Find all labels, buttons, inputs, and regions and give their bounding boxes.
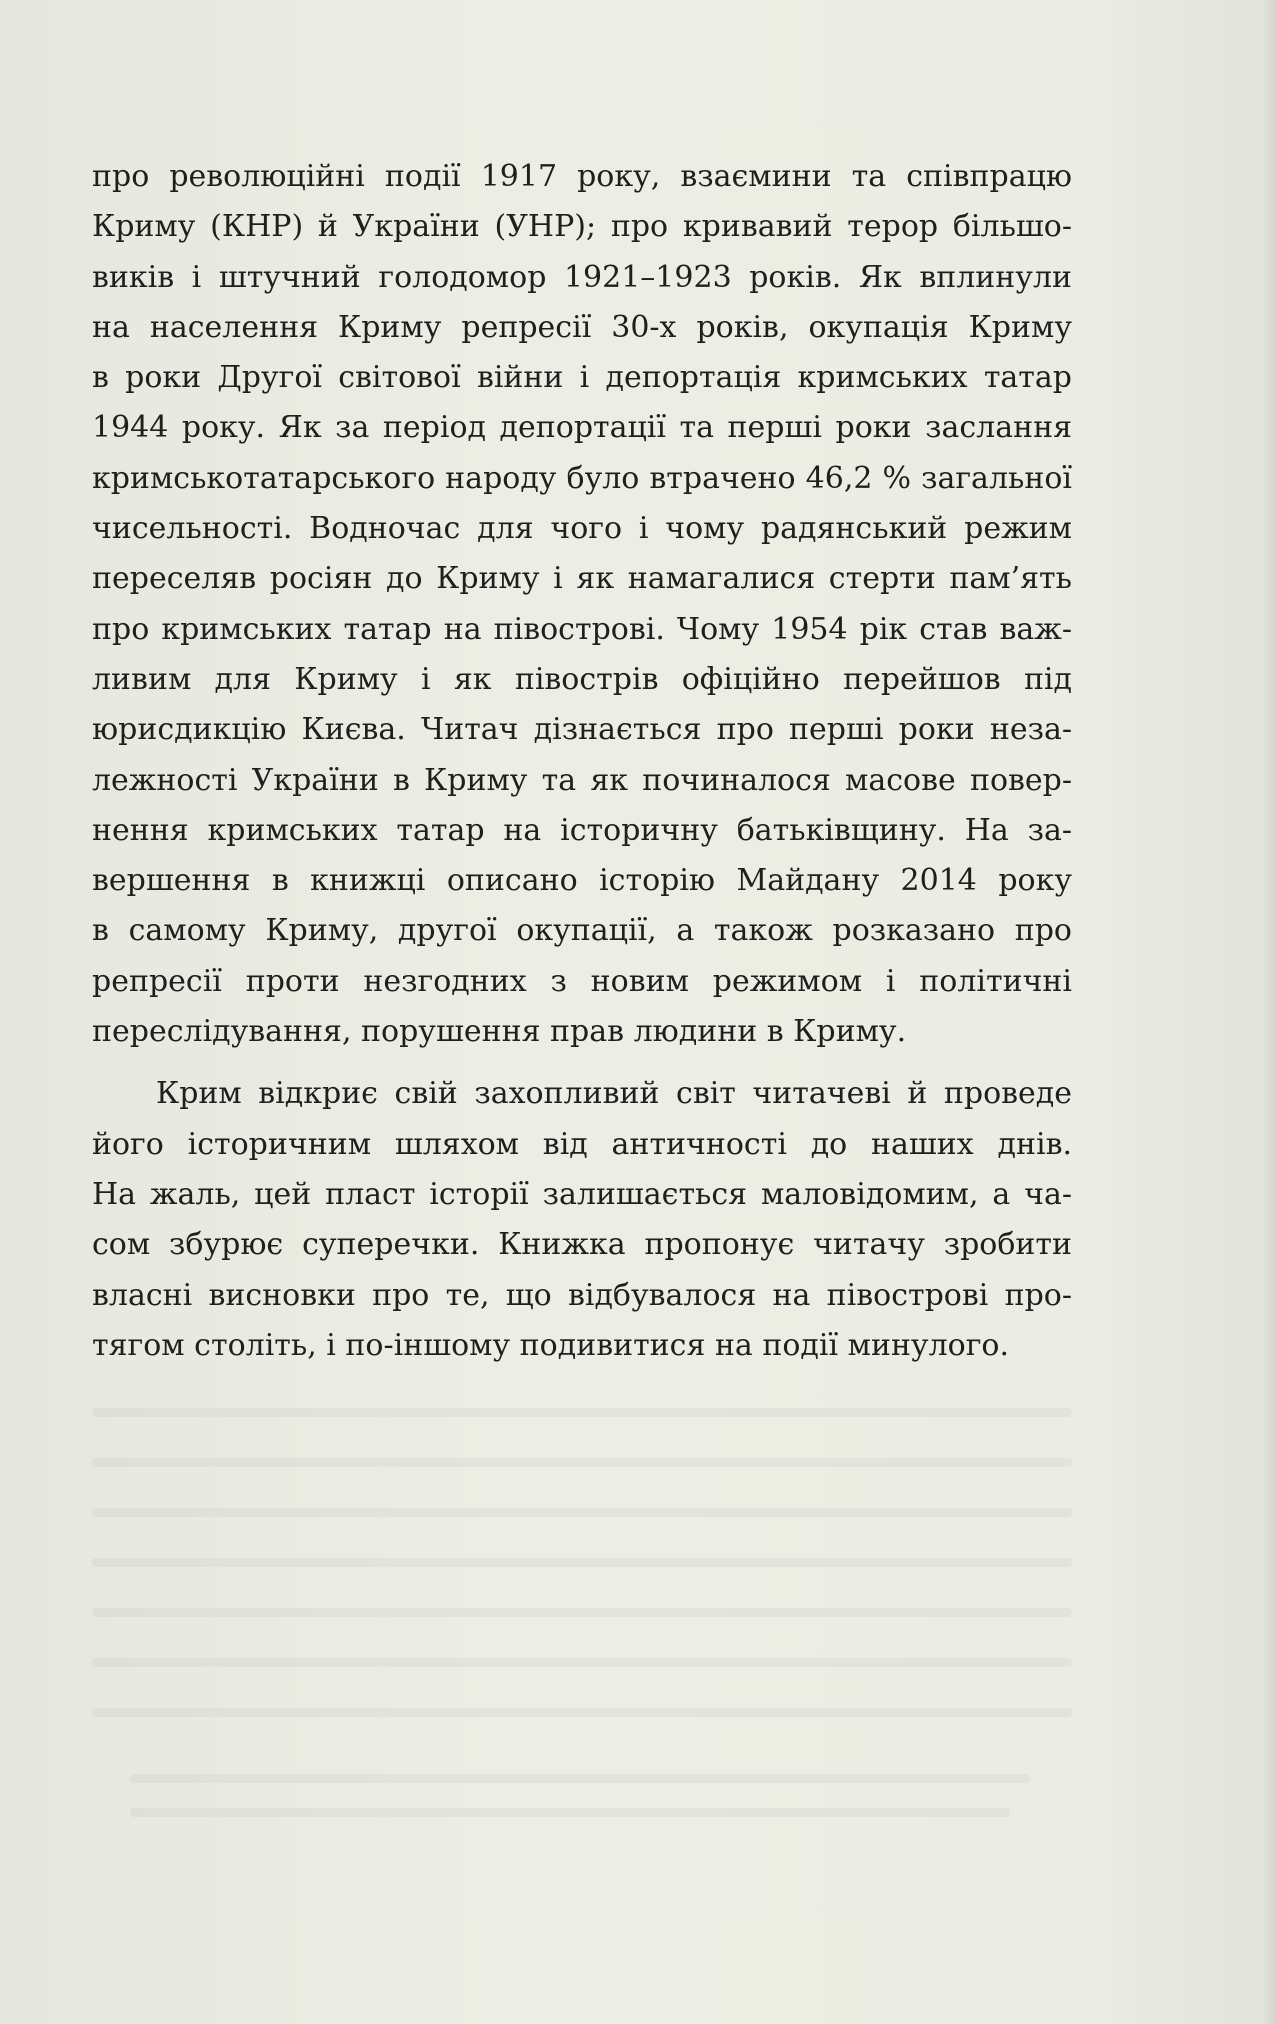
text-line: репресії проти незгодних з новим режимом і політичні: [92, 963, 1072, 999]
text-line: лежності України в Криму та як починалося масове повер-: [92, 762, 1072, 798]
text-line: в роки Другої світової війни і депортація кримських татар: [92, 360, 1072, 396]
text-line: На жаль, цей пласт історії залишається маловідомим, а ча-: [92, 1176, 1072, 1212]
show-through-line: [92, 1658, 1072, 1667]
page-edge-shadow: [1262, 0, 1276, 2024]
show-through-line: [92, 1708, 1072, 1717]
text-line: кримськотатарського народу було втрачено 46,2 % загальної: [92, 460, 1072, 496]
show-through-line: [130, 1774, 1030, 1783]
show-through-line: [92, 1508, 1072, 1517]
text-line: про кримських татар на півострові. Чому 1954 рік став важ-: [92, 611, 1072, 647]
text-line: його історичним шляхом від античності до наших днів.: [92, 1126, 1072, 1162]
text-line: юрисдикцію Києва. Читач дізнається про перші роки неза-: [92, 712, 1072, 748]
text-line: вершення в книжці описано історію Майдану 2014 року: [92, 863, 1072, 899]
paragraph-1: [92, 152, 1072, 1057]
paragraph-2: [92, 1069, 1072, 1371]
show-through-line: [130, 1808, 1010, 1817]
text-line: нення кримських татар на історичну батьківщину. На за-: [92, 812, 1072, 848]
text-line: 1944 року. Як за період депортації та перші роки заслання: [92, 410, 1072, 446]
text-line: переселяв росіян до Криму і як намагалися стерти пам’ять: [92, 561, 1072, 597]
text-line: Криму (КНР) й України (УНР); про кривавий терор більшо-: [92, 209, 1072, 245]
text-line: ливим для Криму і як півострів офіційно перейшов під: [92, 661, 1072, 697]
text-line: тягом століть, і по-іншому подивитися на події минулого.: [92, 1327, 1010, 1363]
text-line: про революційні події 1917 року, взаємини та співпрацю: [92, 159, 1072, 194]
text-line: власні висновки про те, що відбувалося на півострові про-: [92, 1277, 1072, 1313]
text-line: на населення Криму репресії 30-х років, окупація Криму: [92, 309, 1072, 345]
paragraph-gap: [92, 1057, 1072, 1069]
text-line: виків і штучний голодомор 1921–1923 років. Як вплинули: [92, 259, 1072, 295]
text-line: переслідування, порушення прав людини в Криму.: [92, 1014, 907, 1050]
body-text: [92, 152, 1072, 1371]
text-line: сом збурює суперечки. Книжка пропонує читачу зробити: [92, 1227, 1072, 1263]
text-line: Крим відкриє свій захопливий світ читачеві й проведе: [156, 1076, 1072, 1112]
text-line: чисельності. Водночас для чого і чому радянський режим: [92, 511, 1072, 547]
show-through-line: [92, 1608, 1072, 1617]
show-through-line: [92, 1558, 1072, 1567]
show-through-line: [92, 1408, 1072, 1417]
text-line: в самому Криму, другої окупації, а також розказано про: [92, 913, 1072, 949]
show-through-line: [92, 1458, 1072, 1467]
